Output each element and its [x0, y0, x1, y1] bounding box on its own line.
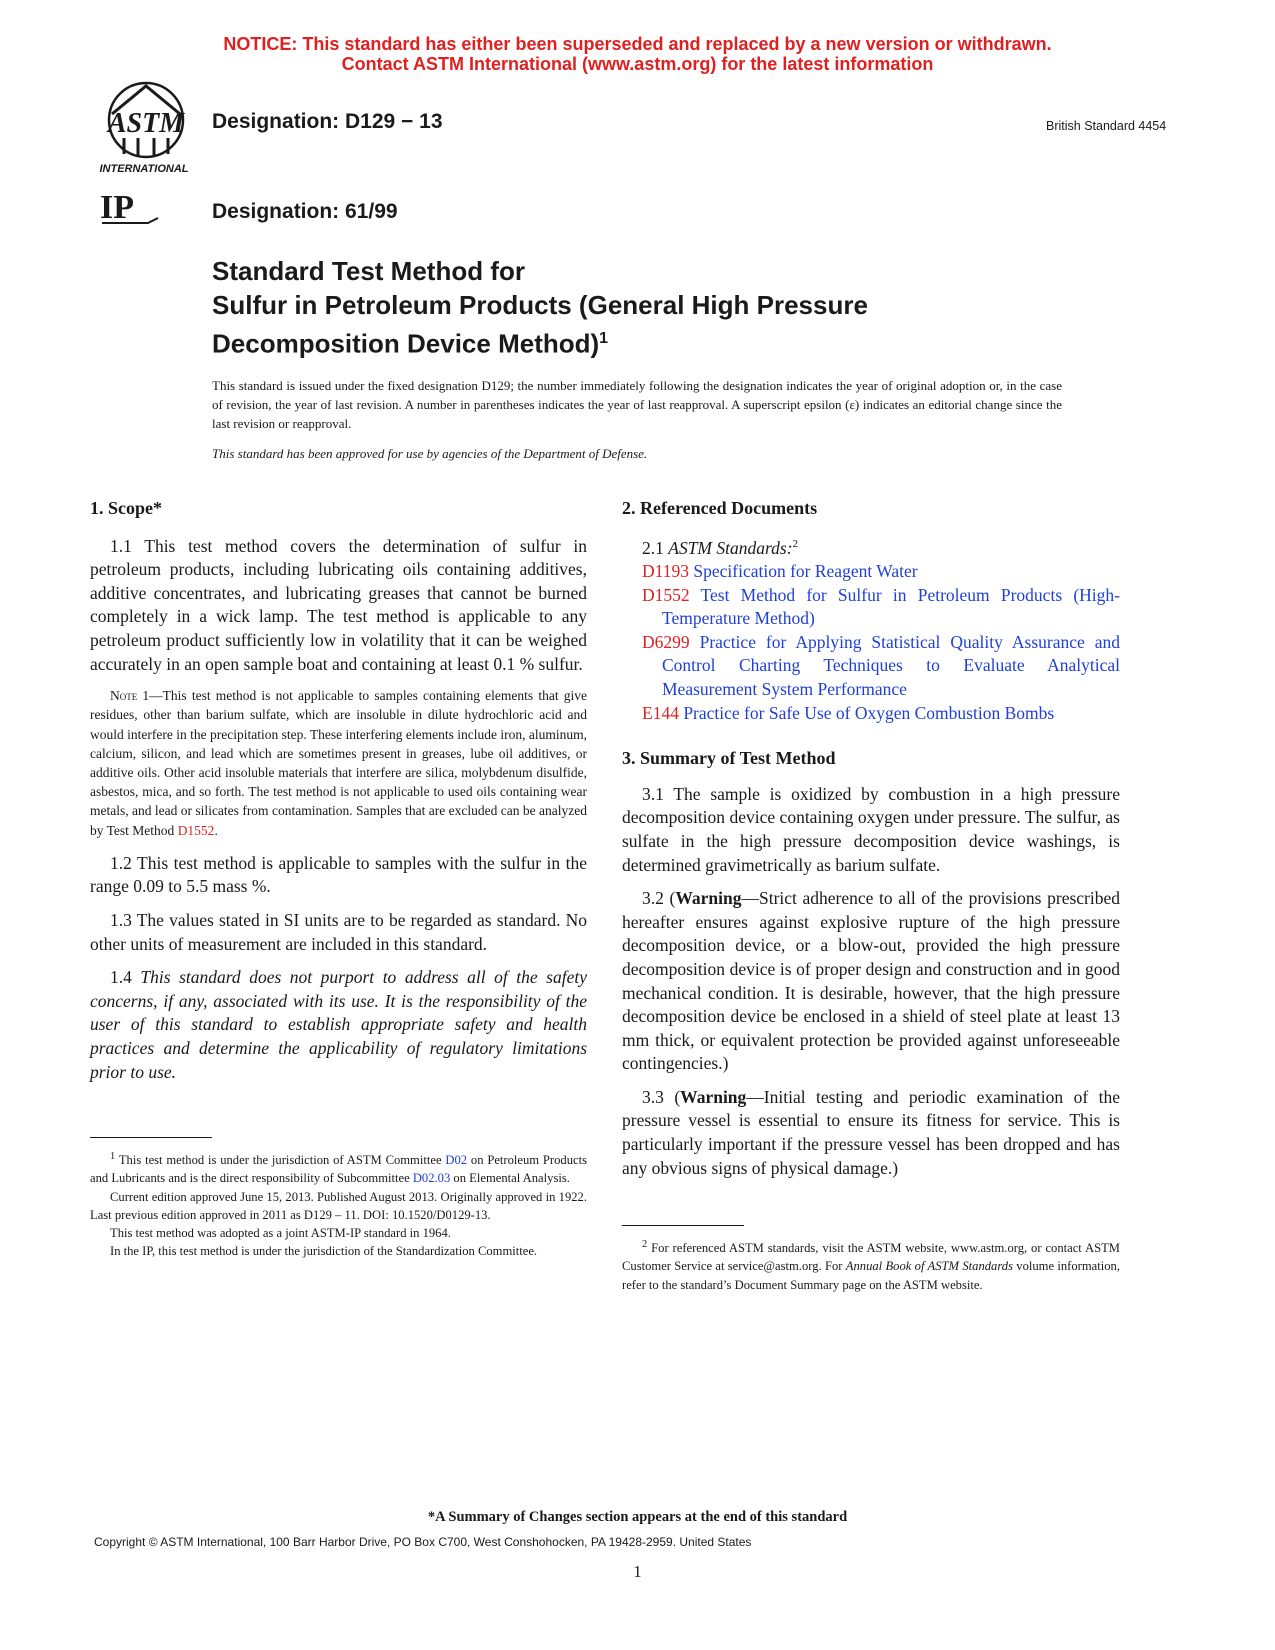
footnote-rule-left	[90, 1137, 212, 1138]
designation-ip: Designation: 61/99	[212, 200, 398, 223]
notice-line-1: NOTICE: This standard has either been superseded and replaced by a new version or withdrawn.	[223, 34, 1052, 54]
para-1-3: 1.3 The values stated in SI units are to be regarded as standard. No other units of measurement are included in this standard.	[90, 909, 587, 954]
notice-line-2: Contact ASTM International (www.astm.org) for the latest information	[341, 54, 934, 74]
reference-d6299[interactable]	[642, 631, 1120, 702]
footnote-1-ip: In the IP, this test method is under the jurisdiction of the Standardization Committee.	[110, 1244, 538, 1259]
ip-logo-text: IP	[100, 189, 134, 226]
footnote-2-text-a: For referenced ASTM standards, visit the ASTM website, www.astm.org, or contact ASTM Customer Service at service@astm.org. For	[622, 1241, 1120, 1274]
footnote-rule-right	[622, 1225, 744, 1226]
para-3-2	[622, 887, 1120, 1076]
designation-astm: Designation: D129 − 13	[212, 110, 443, 133]
footnote-1-link-d02[interactable]: D02	[445, 1153, 468, 1168]
title-line-3	[212, 322, 868, 361]
reference-title[interactable]: Practice for Safe Use of Oxygen Combustion Bombs	[678, 702, 1055, 723]
note-1	[90, 686, 587, 840]
reference-d1193[interactable]	[642, 560, 1120, 584]
footnote-1-text-a: This test method is under the jurisdiction of ASTM Committee	[115, 1153, 446, 1168]
note-1-label: Note 1	[110, 688, 150, 704]
footnote-1-edition: Current edition approved June 15, 2013. Published August 2013. Originally approved in 1922. Last previous edition approved in 2011 as D129 – 11. DOI: 10.1520/D0129-13.	[90, 1189, 587, 1222]
footnote-1-jurisdiction	[90, 1148, 587, 1188]
footnote-2-text-b: volume information, refer to the standard’s Document Summary page on the ASTM website.	[622, 1259, 1120, 1292]
withdrawal-notice	[0, 34, 1275, 74]
title-line-1: Standard Test Method for	[212, 256, 525, 286]
preamble-text: This standard is issued under the fixed designation D129; the number immediately following the designation indicates the year of original adoption or, in the case of revision, the year of last revision. A number in parentheses indicates the year of last reapproval. A superscript epsilon (ε) indicates an editorial change since the last revision or reapproval.	[212, 378, 1062, 431]
reference-title[interactable]: Practice for Applying Statistical Quality Assurance and Control Charting Techniques to Evaluate Analytical Measurement System Performance	[662, 631, 1120, 699]
para-1-4	[90, 966, 587, 1084]
footnote-2-italic: Annual Book of ASTM Standards	[845, 1259, 1013, 1274]
reference-title[interactable]: Test Method for Sulfur in Petroleum Products (High-Temperature Method)	[662, 584, 1120, 629]
right-column	[622, 497, 1120, 1180]
footnote-2-text	[622, 1236, 1120, 1294]
para-3-2-warning: Warning	[675, 888, 742, 909]
footnote-1-link-d0203[interactable]: D02.03	[412, 1171, 451, 1186]
astm-logo-text: ASTM	[107, 108, 185, 139]
reference-d1552[interactable]	[642, 584, 1120, 631]
para-1-1: 1.1 This test method covers the determination of sulfur in petroleum products, including lubricating oils containing additives, additive concentrates, and lubricating greases that cannot be burned completely in a wick lamp. The test method is applicable to any petroleum product sufficiently low in volatility that it can be weighed accurately in an open sample boat and containing at least 0.1 % sulfur.	[90, 535, 587, 674]
para-1-4-num: 1.4	[110, 967, 141, 988]
ref-sub-num: 2.1	[642, 537, 669, 558]
footnote-1	[90, 1148, 587, 1260]
para-3-3-num: 3.3 (	[642, 1086, 681, 1107]
footnote-2	[622, 1236, 1120, 1294]
footnote-1-mark: 1	[110, 1151, 116, 1162]
copyright: Copyright © ASTM International, 100 Barr Harbor Drive, PO Box C700, West Conshohocken, PA 19428-2959. United States	[94, 1535, 752, 1549]
reference-list	[622, 560, 1120, 725]
para-3-2-num: 3.2 (	[642, 888, 676, 909]
ref-sub-mark: 2	[792, 537, 799, 550]
reference-code[interactable]: D6299	[642, 631, 690, 652]
footnote-1-text-b: on Petroleum Products and Lubricants and is the direct responsibility of Subcommittee	[90, 1153, 587, 1186]
para-3-3-text: —Initial testing and periodic examination of the pressure vessel is essential to ensure its fitness for service. This is particularly important if the pressure vessel has been dropped and has any obvious signs of physical damage.)	[622, 1086, 1120, 1178]
left-column	[90, 497, 587, 1084]
para-3-2-text: —Strict adherence to all of the provisions prescribed hereafter ensures against explosive rupture of the high pressure decomposition device, or a blow-out, provided the high pressure decomposition device is of proper design and construction and in good mechanical condition. It is desirable, however, that the high pressure decomposition device be enclosed in a shield of steel plate at least 13 mm thick, or equivalent protection be provided against unforeseeable contingencies.)	[622, 888, 1120, 1074]
para-3-3-warning: Warning	[680, 1086, 747, 1107]
scope-heading: 1. Scope*	[90, 498, 162, 518]
para-3-1: 3.1 The sample is oxidized by combustion in a high pressure decomposition device containing oxygen under pressure. The sulfur, as sulfate in the high pressure decomposition device washings, is determined gravimetrically as barium sulfate.	[622, 783, 1120, 875]
astm-standards-subheading	[622, 533, 1120, 560]
page-number: 1	[633, 1562, 642, 1581]
reference-code[interactable]: D1552	[642, 584, 690, 605]
document-title	[212, 254, 868, 361]
footnote-1-joint: This test method was adopted as a joint ASTM-IP standard in 1964.	[110, 1226, 451, 1240]
title-footnote-mark: 1	[599, 330, 609, 347]
reference-title[interactable]: Specification for Reagent Water	[689, 561, 918, 582]
astm-logo-subtext: INTERNATIONAL	[99, 163, 189, 175]
reference-code[interactable]: E144	[642, 702, 679, 723]
para-1-2: 1.2 This test method is applicable to samples with the sulfur in the range 0.09 to 5.5 mass %.	[90, 852, 587, 897]
reference-e144[interactable]	[642, 702, 1120, 726]
summary-of-changes-note: *A Summary of Changes section appears at the end of this standard	[427, 1509, 848, 1525]
note-1-end: .	[214, 822, 218, 838]
note-1-link-d1552[interactable]: D1552	[177, 822, 215, 838]
ip-logo	[98, 188, 172, 228]
footnote-1-text-c: on Elemental Analysis.	[450, 1171, 570, 1186]
ref-sub-text: ASTM Standards:	[668, 537, 793, 558]
para-1-4-text: This standard does not purport to address all of the safety concerns, if any, associated with its use. It is the responsibility of the user of this standard to establish appropriate safety and health practices and determine the applicability of regulatory limitations prior to use.	[90, 967, 588, 1082]
title-line-2: Sulfur in Petroleum Products (General High Pressure	[212, 290, 868, 320]
astm-international-logo	[94, 80, 198, 176]
british-standard: British Standard 4454	[1046, 119, 1167, 133]
referenced-documents-heading: 2. Referenced Documents	[622, 498, 818, 518]
para-3-3	[622, 1086, 1120, 1180]
dod-approval: This standard has been approved for use by agencies of the Department of Defense.	[212, 446, 648, 461]
title-line-3-text: Decomposition Device Method)	[212, 328, 600, 359]
summary-heading: 3. Summary of Test Method	[622, 748, 836, 769]
footnote-2-mark: 2	[642, 1239, 648, 1250]
reference-code[interactable]: D1193	[642, 561, 689, 582]
note-1-text: —This test method is not applicable to samples containing elements that give residues, other than barium sulfate, which are insoluble in dilute hydrochloric acid and would interfere in the precipitation step. These interfering elements include iron, aluminum, calcium, silicon, and lead which are sometimes present in greases, lube oil additives, or additive oils. Other acid insoluble materials that interfere are silica, molybdenum disulfide, asbestos, mica, and so forth. The test method is not applicable to used oils containing wear metals, and lead or silicates from contamination. Samples that are excluded can be analyzed by Test Method	[90, 688, 587, 838]
